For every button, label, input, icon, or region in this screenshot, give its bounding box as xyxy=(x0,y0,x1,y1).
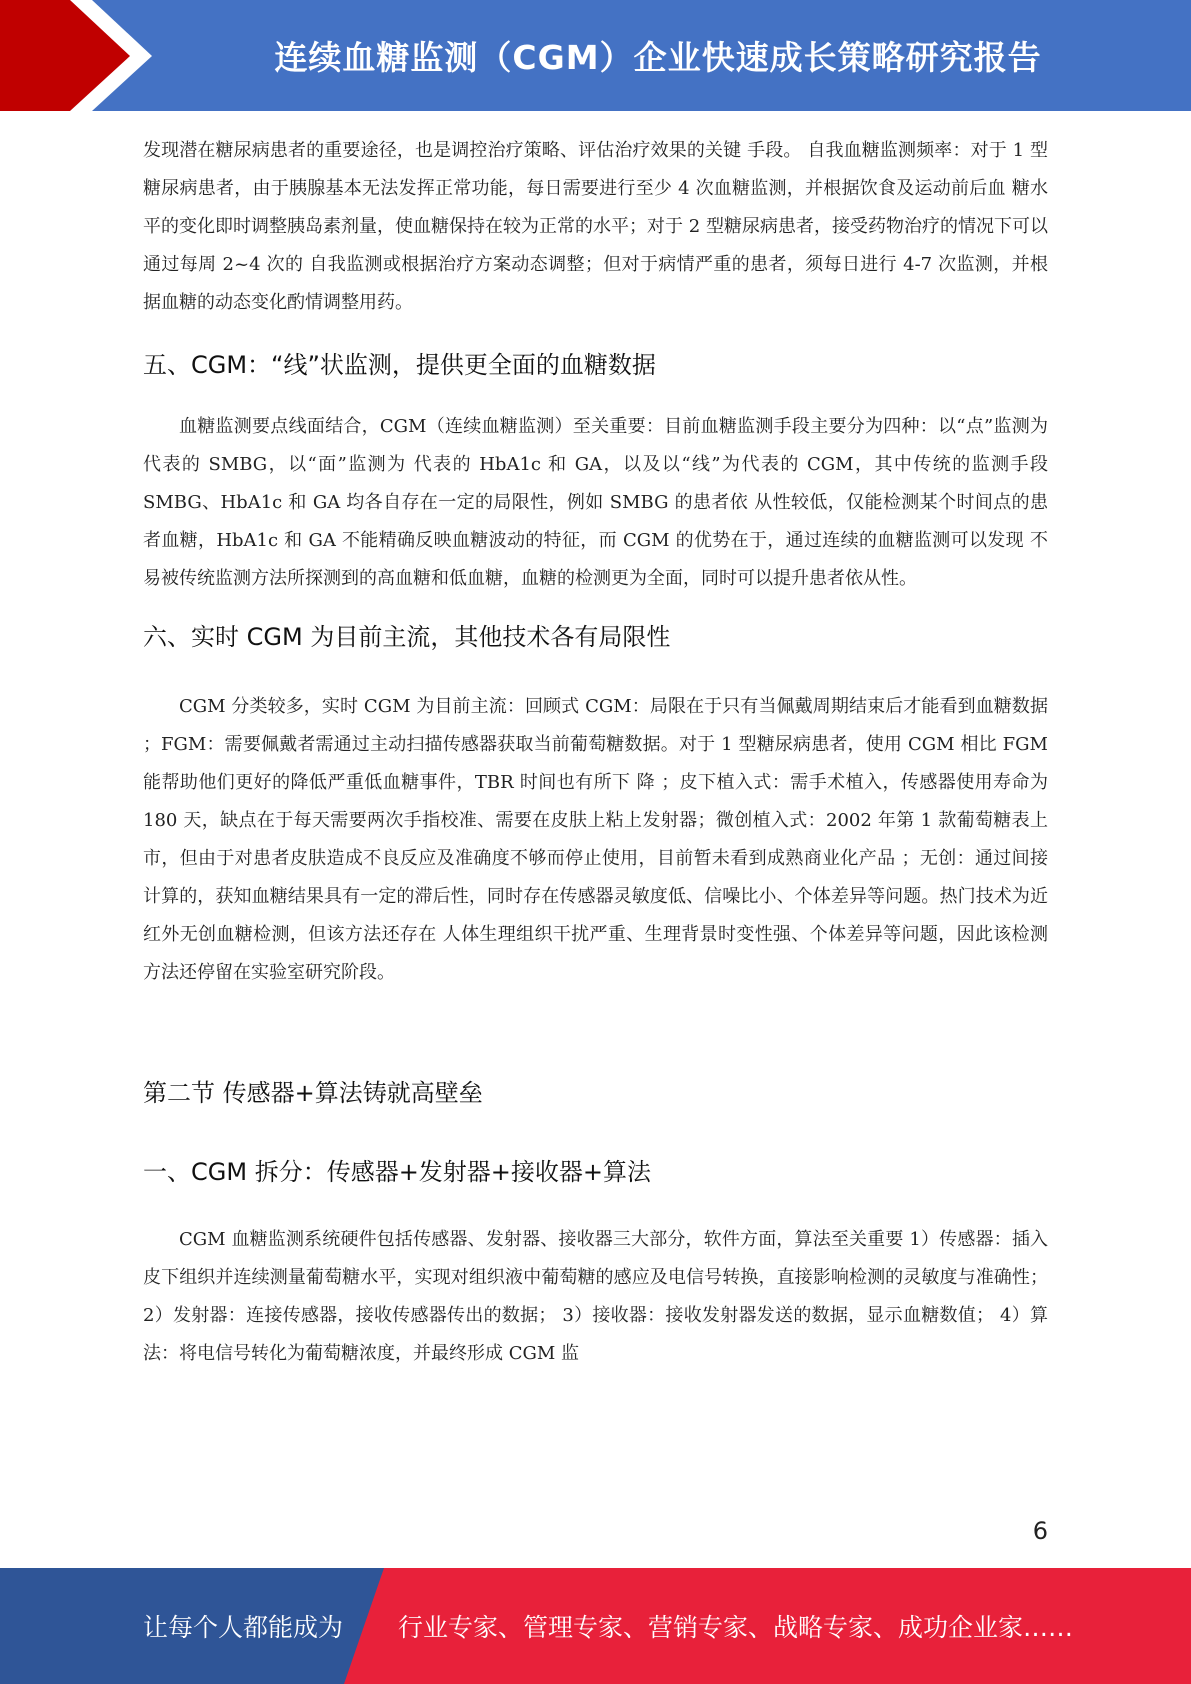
heading-subsection-1: 一、CGM 拆分：传感器+发射器+接收器+算法 xyxy=(143,1158,652,1186)
footer-slogan-left: 让每个人都能成为 xyxy=(143,1613,344,1642)
paragraph-section-6: CGM 分类较多，实时 CGM 为目前主流：回顾式 CGM：局限在于只有当佩戴周期结束后才能看到血糖数据 ；FGM：需要佩戴者需通过主动扫描传感器获取当前葡萄糖数据。对于 1 型糖尿病患者，使用 CGM 相比 FGM 能帮助他们更好的降低严重低血糖事件，TBR 时间也有所下 降 ；皮下植入式：需手术植入，传感器使用寿命为 180 天，缺点在于每天需要两次手指校准、需要在皮肤上粘上发射器；微创植入式：2002 年第 1 款葡萄糖表上市，但由于对患者皮肤造成不良反应及准确度不够而停止使用，目前暂未看到成熟商业化产品 ；无创：通过间接计算的，获知血糖结果具有一定的滞后性，同时存在传感器灵敏度低、信噪比小、个体差异等问题。热门技术为近红外无创血糖检测，但该方法还存在 人体生理组织干扰严重、生理背景时变性强、个体差异等问题，因此该检测方法还停留在实验室研究阶段。 xyxy=(143,696,1048,983)
footer-slogan-right: 行业专家、管理专家、营销专家、战略专家、成功企业家…… xyxy=(398,1613,1074,1642)
chapter-heading: 第二节 传感器+算法铸就高壁垒 xyxy=(143,1079,483,1107)
page-content xyxy=(143,132,1048,1373)
paragraph-intro: 发现潜在糖尿病患者的重要途径，也是调控治疗策略、评估治疗效果的关键 手段。 自我血糖监测频率：对于 1 型糖尿病患者，由于胰腺基本无法发挥正常功能，每日需要进行至少 4 次血糖监测，并根据饮食及运动前后血 糖水平的变化即时调整胰岛素剂量，使血糖保持在较为正常的水平；对于 2 型糖尿病患者，接受药物治疗的情况下可以通过每周 2~4 次的 自我监测或根据治疗方案动态调整；但对于病情严重的患者，须每日进行 4-7 次监测，并根据血糖的动态变化酌情调整用药。 xyxy=(143,140,1048,313)
heading-section-5: 五、CGM：“线”状监测，提供更全面的血糖数据 xyxy=(143,351,656,379)
page-header xyxy=(0,0,1191,111)
page-footer xyxy=(0,1568,1191,1684)
paragraph-subsection-1: CGM 血糖监测系统硬件包括传感器、发射器、接收器三大部分，软件方面，算法至关重要 1）传感器：插入皮下组织并连续测量葡萄糖水平，实现对组织液中葡萄糖的感应及电信号转换，直接影响检测的灵敏度与准确性； 2）发射器：连接传感器，接收传感器传出的数据； 3）接收器：接收发射器发送的数据，显示血糖数值； 4）算法：将电信号转化为葡萄糖浓度，并最终形成 CGM 监 xyxy=(143,1229,1048,1364)
heading-section-6: 六、实时 CGM 为目前主流，其他技术各有局限性 xyxy=(143,623,671,651)
header-arrow-decoration xyxy=(0,0,160,111)
report-title: 连续血糖监测（CGM）企业快速成长策略研究报告 xyxy=(274,38,1042,77)
paragraph-section-5: 血糖监测要点线面结合，CGM（连续血糖监测）至关重要：目前血糖监测手段主要分为四种：以“点”监测为代表的 SMBG，以“面”监测为 代表的 HbA1c 和 GA，以及以“线”为代表的 CGM，其中传统的监测手段 SMBG、HbA1c 和 GA 均各自存在一定的局限性，例如 SMBG 的患者依 从性较低，仅能检测某个时间点的患者血糖，HbA1c 和 GA 不能精确反映血糖波动的特征，而 CGM 的优势在于，通过连续的血糖监测可以发现 不易被传统监测方法所探测到的高血糖和低血糖，血糖的检测更为全面，同时可以提升患者依从性。 xyxy=(143,416,1048,589)
page-number: 6 xyxy=(1032,1517,1048,1545)
